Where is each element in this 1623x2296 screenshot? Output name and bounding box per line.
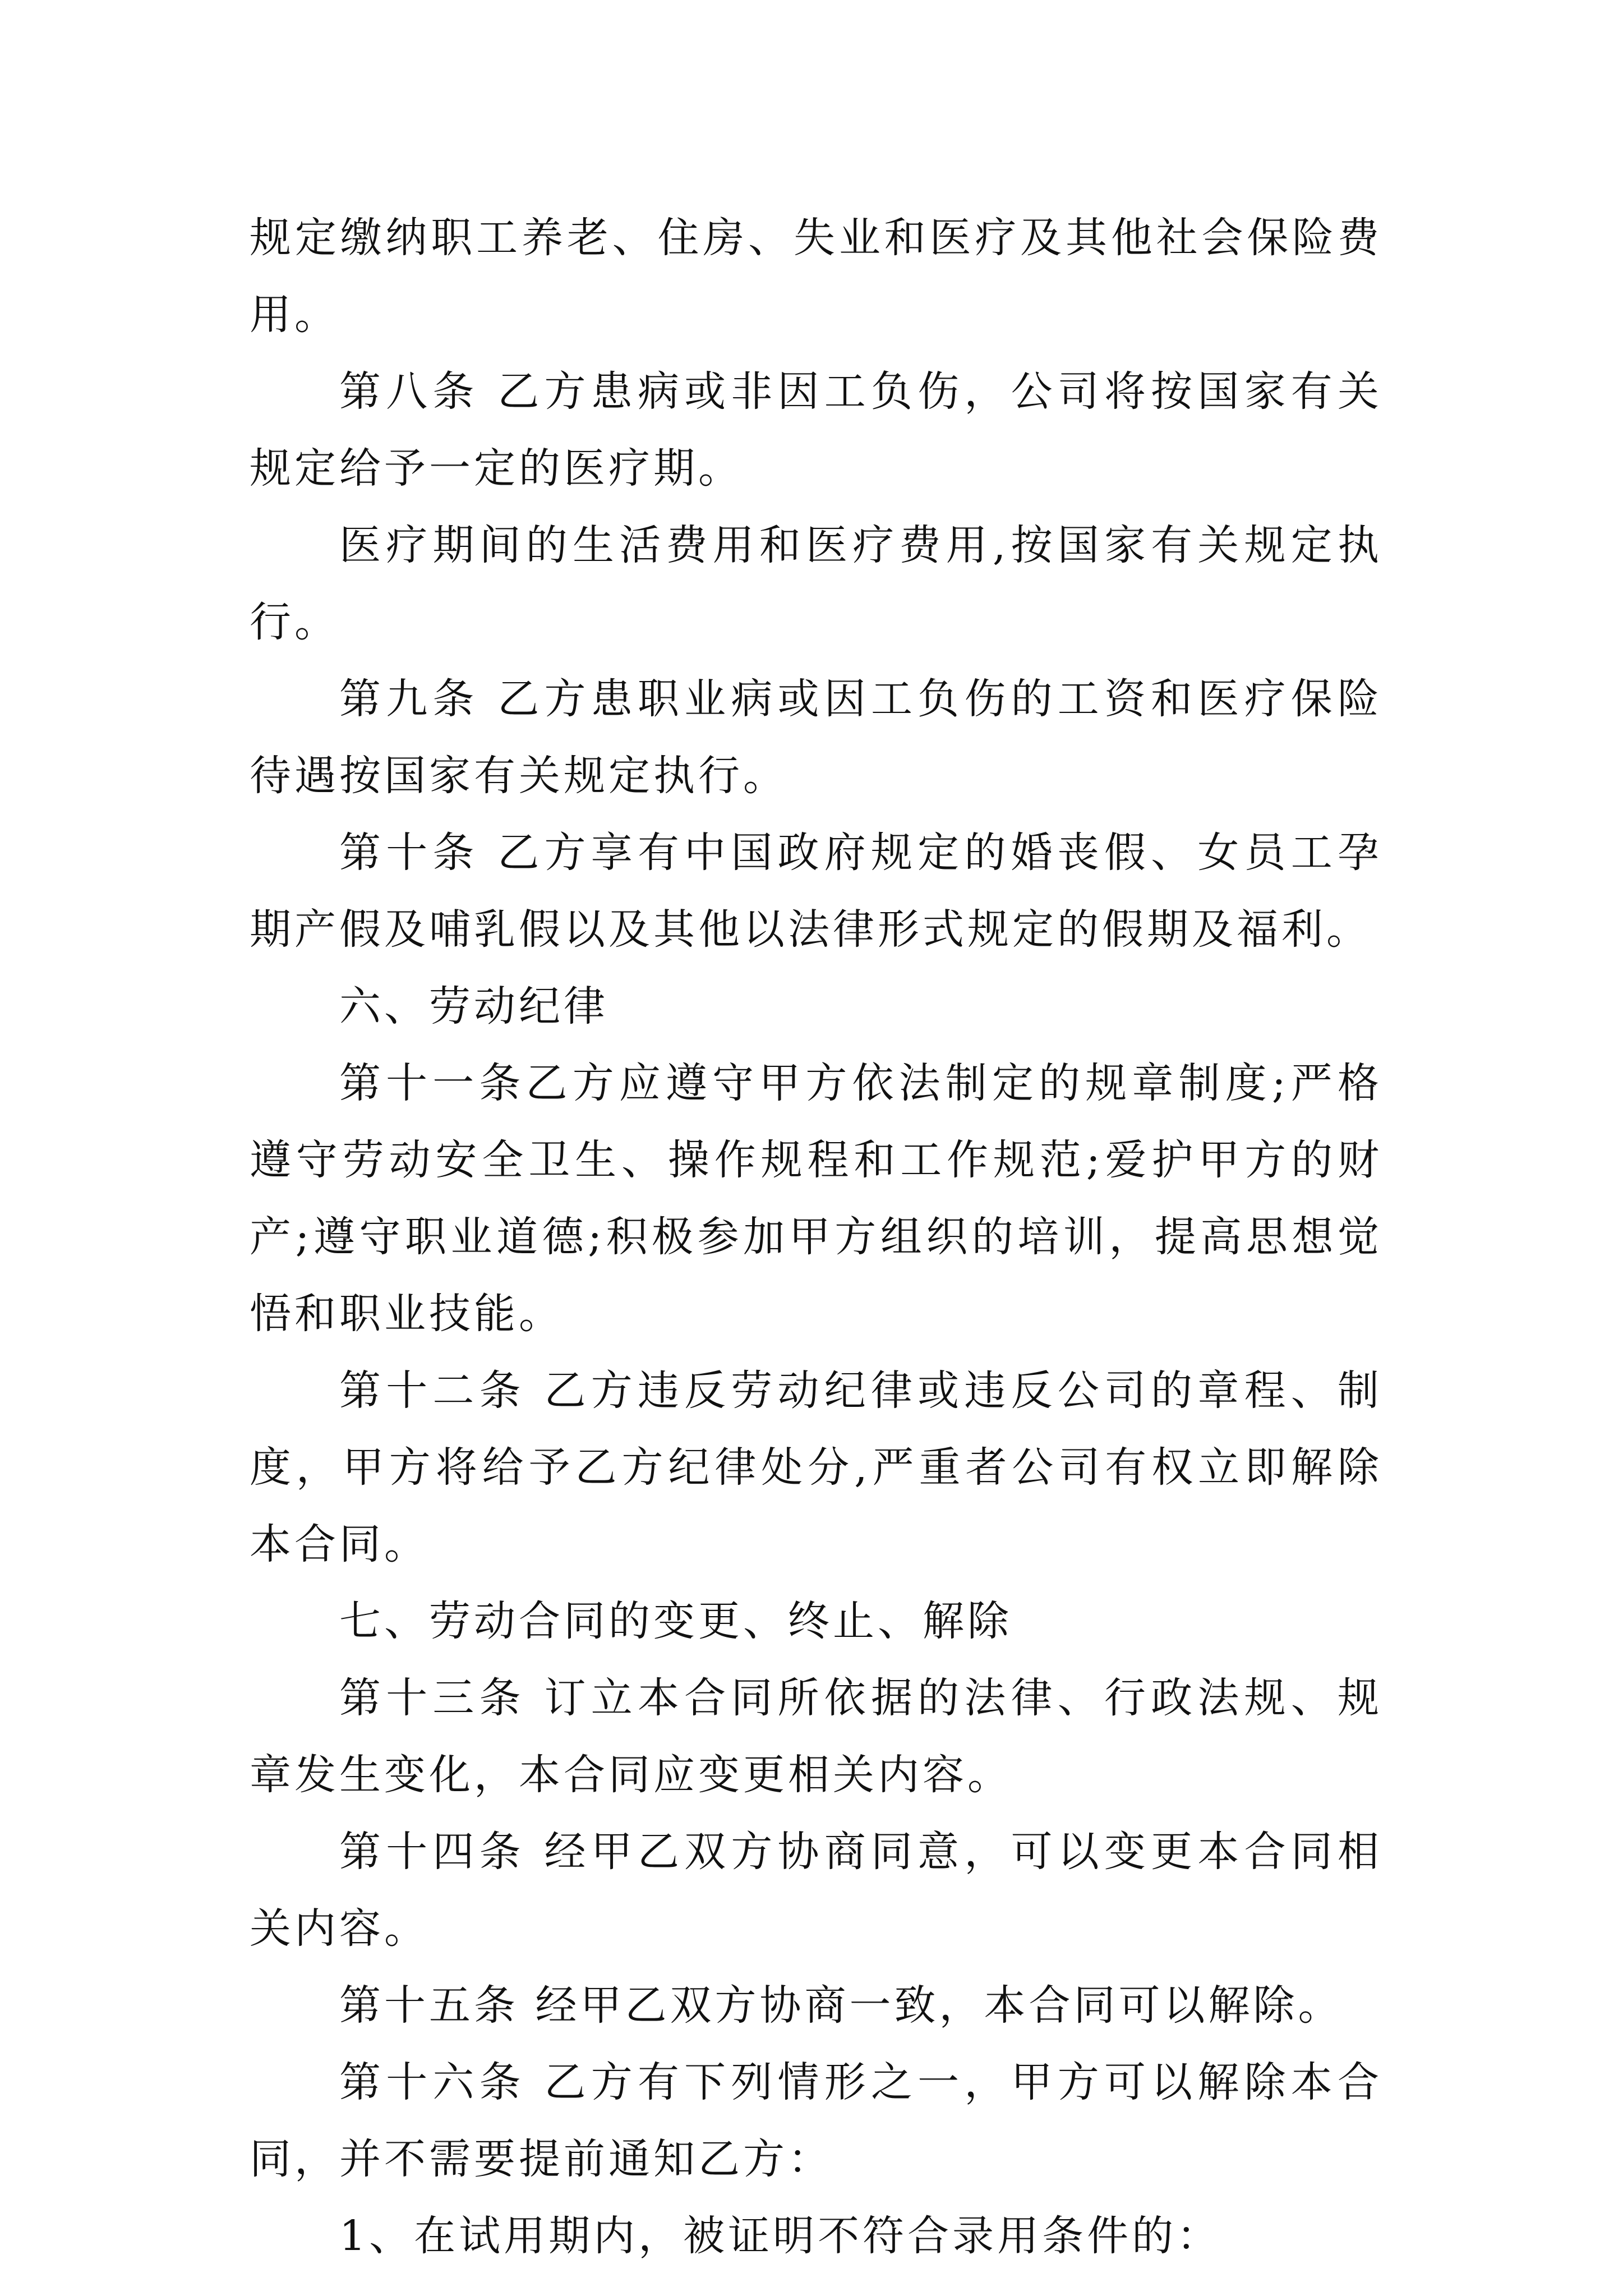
paragraph-social-insurance: 规定缴纳职工养老、住房、失业和医疗及其他社会保险费用。	[250, 214, 1382, 339]
section-heading-labor-discipline: 六、劳动纪律	[339, 982, 608, 1030]
paragraph-article-12: 第十二条 乙方违反劳动纪律或违反公司的章程、制度，甲方将给予乙方纪律处分,严重者公司有权立即解除本合同。	[250, 1366, 1382, 1568]
paragraph-article-10: 第十条 乙方享有中国政府规定的婚丧假、女员工孕期产假及哺乳假以及其他以法律形式规定的假期及福利。	[250, 829, 1382, 954]
paragraph-medical-period: 医疗期间的生活费用和医疗费用,按国家有关规定执行。	[250, 521, 1382, 646]
paragraph-article-11: 第十一条乙方应遵守甲方依法制定的规章制度;严格遵守劳动安全卫生、操作规程和工作规范;爱护甲方的财产;遵守职业道德;积极参加甲方组织的培训，提高思想觉悟和职业技能。	[250, 1059, 1382, 1338]
paragraph-article-16: 第十六条 乙方有下列情形之一，甲方可以解除本合同，并不需要提前通知乙方：	[250, 2058, 1382, 2183]
paragraph-article-13: 第十三条 订立本合同所依据的法律、行政法规、规章发生变化，本合同应变更相关内容。	[250, 1674, 1382, 1799]
paragraph-article-15: 第十五条 经甲乙双方协商一致，本合同可以解除。	[339, 1981, 1343, 2030]
list-item-probation: 1、在试用期内，被证明不符合录用条件的：	[339, 2212, 1222, 2260]
paragraph-article-14: 第十四条 经甲乙双方协商同意，可以变更本合同相关内容。	[250, 1828, 1382, 1953]
paragraph-article-9: 第九条 乙方患职业病或因工负伤的工资和医疗保险待遇按国家有关规定执行。	[250, 675, 1382, 800]
document-body	[250, 200, 1382, 2275]
paragraph-article-8: 第八条 乙方患病或非因工负伤，公司将按国家有关规定给予一定的医疗期。	[250, 367, 1382, 493]
section-heading-contract-changes: 七、劳动合同的变更、终止、解除	[339, 1597, 1012, 1645]
